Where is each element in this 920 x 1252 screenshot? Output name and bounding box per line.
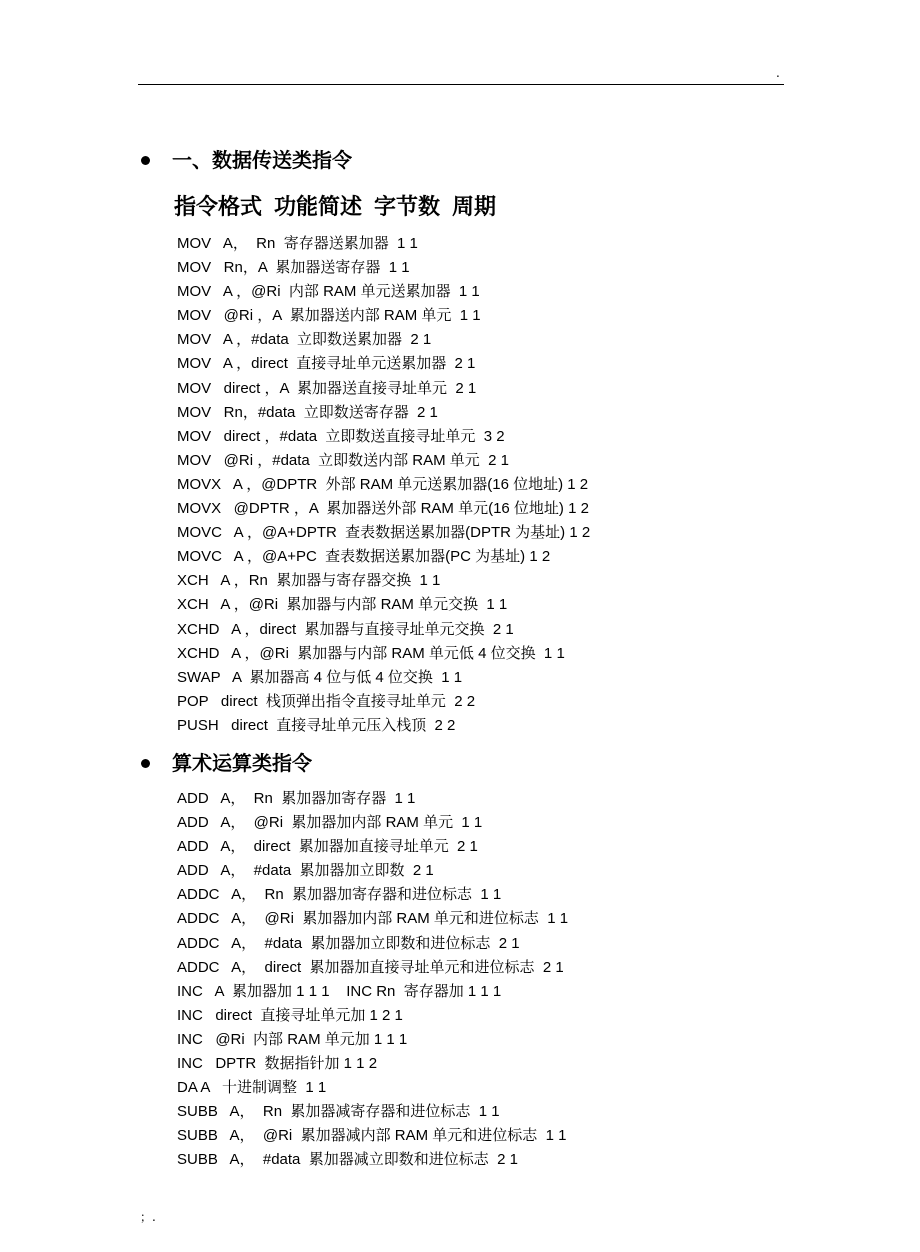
section-title-arithmetic: 算术运算类指令	[172, 751, 312, 775]
instruction-line: ADD A， direct 累加器加直接寻址单元 2 1	[177, 838, 478, 856]
bullet-icon	[141, 156, 150, 165]
instruction-line: MOVC A ，@A+PC 查表数据送累加器(PC 为基址) 1 2	[177, 548, 551, 566]
instruction-line: MOVX @DPTR ，A 累加器送外部 RAM 单元(16 位地址) 1 2	[177, 500, 589, 518]
header-rule	[138, 84, 784, 85]
instruction-line: MOVC A ，@A+DPTR 查表数据送累加器(DPTR 为基址) 1 2	[177, 524, 591, 542]
instruction-line: MOV direct ，A 累加器送直接寻址单元 2 1	[177, 379, 477, 397]
instruction-line: SUBB A， Rn 累加器减寄存器和进位标志 1 1	[177, 1103, 500, 1121]
instruction-line: INC direct 直接寻址单元加 1 2 1	[177, 1006, 403, 1024]
section-title-data-transfer: 一、数据传送类指令	[172, 148, 352, 172]
instruction-line: MOV @Ri ，A 累加器送内部 RAM 单元 1 1	[177, 307, 481, 325]
instruction-line: ADDC A， Rn 累加器加寄存器和进位标志 1 1	[177, 886, 502, 904]
instruction-line: MOV A ，@Ri 内部 RAM 单元送累加器 1 1	[177, 283, 480, 301]
column-header: 功能简述	[274, 195, 363, 220]
instruction-line: POP direct 栈顶弹出指令直接寻址单元 2 2	[177, 692, 476, 710]
instruction-line: INC A 累加器加 1 1 1 INC Rn 寄存器加 1 1 1	[177, 982, 502, 1000]
instruction-line: PUSH direct 直接寻址单元压入栈顶 2 2	[177, 716, 456, 734]
column-header: 周期	[452, 195, 497, 220]
instruction-line: XCHD A ，@Ri 累加器与内部 RAM 单元低 4 位交换 1 1	[177, 644, 565, 662]
bullet-icon	[141, 759, 150, 768]
instruction-line: DA A 十进制调整 1 1	[177, 1079, 327, 1097]
instruction-line: MOV @Ri ，#data 立即数送内部 RAM 单元 2 1	[177, 451, 509, 469]
instruction-line: MOV A， Rn 寄存器送累加器 1 1	[177, 235, 418, 252]
instruction-line: ADD A， @Ri 累加器加内部 RAM 单元 1 1	[177, 814, 483, 832]
instruction-line: ADD A， Rn 累加器加寄存器 1 1	[177, 790, 416, 807]
instruction-line: MOV A ，direct 直接寻址单元送累加器 2 1	[177, 355, 476, 373]
instruction-line: ADD A， #data 累加器加立即数 2 1	[177, 862, 434, 880]
table-header	[174, 194, 508, 222]
instruction-line: MOV Rn，A 累加器送寄存器 1 1	[177, 259, 410, 277]
instruction-line: INC DPTR 数据指针加 1 1 2	[177, 1055, 378, 1073]
instruction-line: SUBB A， #data 累加器减立即数和进位标志 2 1	[177, 1151, 518, 1169]
instruction-line: XCH A ，@Ri 累加器与内部 RAM 单元交换 1 1	[177, 596, 508, 614]
instruction-list-arithmetic	[177, 787, 568, 1173]
instruction-line: MOV A ，#data 立即数送累加器 2 1	[177, 331, 432, 349]
footer-mark: ；.	[140, 1210, 156, 1224]
instruction-line: ADDC A， @Ri 累加器加内部 RAM 单元和进位标志 1 1	[177, 910, 569, 928]
instruction-line: MOV direct ，#data 立即数送直接寻址单元 3 2	[177, 427, 505, 445]
instruction-line: INC @Ri 内部 RAM 单元加 1 1 1	[177, 1030, 408, 1048]
instruction-list-data-transfer	[177, 232, 590, 738]
instruction-line: SWAP A 累加器高 4 位与低 4 位交换 1 1	[177, 668, 463, 686]
column-header: 字节数	[374, 195, 441, 220]
column-header: 指令格式	[174, 195, 263, 220]
instruction-line: XCHD A ，direct 累加器与直接寻址单元交换 2 1	[177, 620, 514, 638]
instruction-line: SUBB A， @Ri 累加器减内部 RAM 单元和进位标志 1 1	[177, 1127, 567, 1145]
instruction-line: ADDC A， direct 累加器加直接寻址单元和进位标志 2 1	[177, 958, 564, 976]
instruction-line: MOV Rn，#data 立即数送寄存器 2 1	[177, 403, 438, 421]
instruction-line: XCH A ，Rn 累加器与寄存器交换 1 1	[177, 572, 441, 590]
header-mark: .	[776, 66, 780, 80]
instruction-line: MOVX A ，@DPTR 外部 RAM 单元送累加器(16 位地址) 1 2	[177, 475, 589, 493]
instruction-line: ADDC A， #data 累加器加立即数和进位标志 2 1	[177, 934, 520, 952]
